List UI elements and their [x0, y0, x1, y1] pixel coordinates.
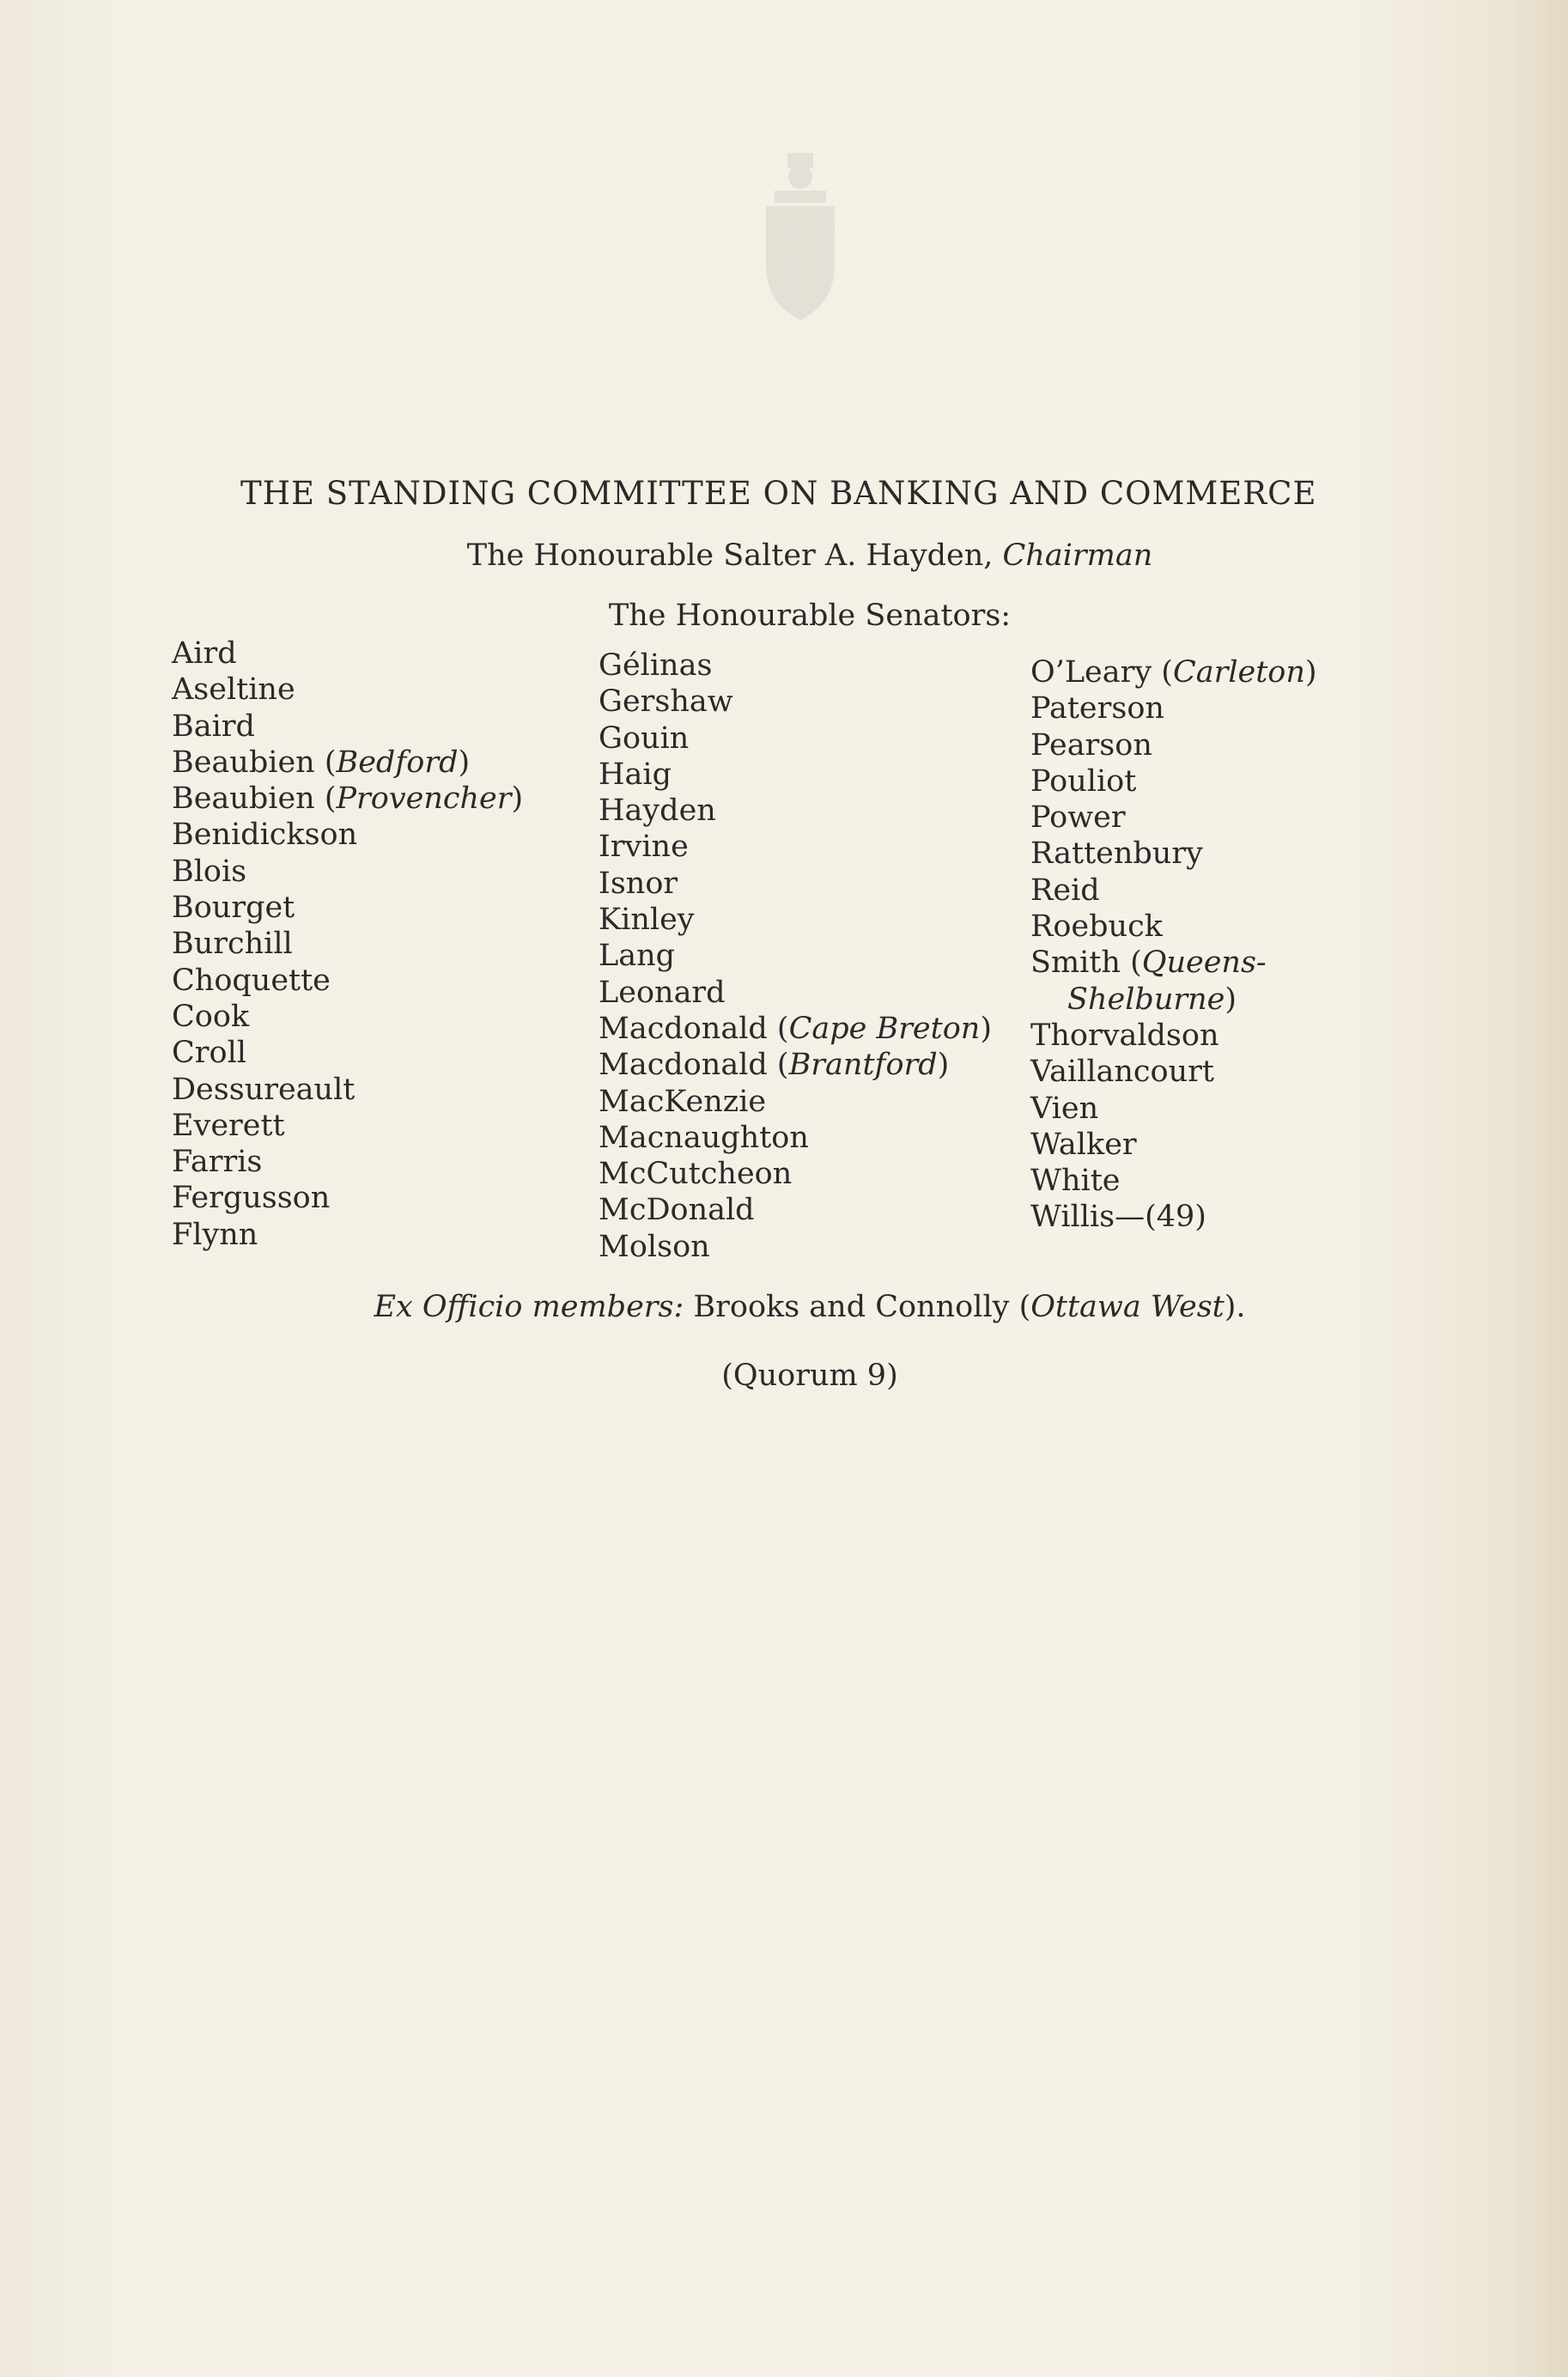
senator-name: McDonald: [599, 1193, 755, 1228]
senator-entry: Beaubien (Bedford): [172, 745, 471, 780]
senator-entry: [1030, 1054, 1317, 1090]
senator-name: Bourget: [172, 891, 295, 926]
senator-entry: [172, 817, 523, 853]
senator-entry: Macdonald (Brantford): [599, 1048, 950, 1083]
senator-entry: [172, 1180, 523, 1216]
ex-officio-line: [0, 1290, 1568, 1324]
senator-entry: [599, 793, 992, 829]
senator-name: Walker: [1030, 1127, 1137, 1162]
senator-entry: [599, 684, 992, 720]
senator-entry: [1030, 909, 1317, 945]
senator-name: Roebuck: [1030, 909, 1163, 945]
senator-qualifier: Provencher: [336, 781, 512, 817]
quorum-note: (Quorum 9): [721, 1359, 898, 1393]
senator-name: O’Leary: [1030, 655, 1152, 690]
senator-qualifier: Brantford: [788, 1048, 938, 1083]
senator-entry: Shelburne): [1067, 982, 1237, 1017]
chairman-role: Chairman: [1002, 538, 1153, 573]
senator-entry: Beaubien (Provencher): [172, 781, 524, 817]
senator-name: Lang: [599, 939, 676, 974]
senator-entry: [172, 999, 523, 1035]
senator-name: White: [1030, 1164, 1121, 1199]
senator-entry: [172, 672, 523, 708]
senator-name: Macdonald: [599, 1011, 768, 1046]
ex-officio-qualifier: Ottawa West: [1030, 1290, 1225, 1324]
senator-name: Aird: [172, 636, 237, 671]
senator-entry: [172, 1035, 523, 1071]
senator-entry: [599, 1192, 992, 1228]
senator-name: Gershaw: [599, 684, 733, 720]
senator-entry: [172, 963, 523, 999]
senator-name: Rattenbury: [1030, 836, 1203, 872]
senator-entry: [599, 1120, 992, 1156]
senator-name: Gouin: [599, 720, 690, 756]
senator-name: Vaillancourt: [1030, 1055, 1214, 1090]
senator-entry: [1030, 1163, 1317, 1199]
senator-entry: [599, 938, 992, 974]
senator-name: Isnor: [599, 866, 678, 901]
senator-name: Smith: [1030, 945, 1121, 981]
ex-officio-names: Brooks and Connolly: [693, 1290, 1010, 1324]
senator-qualifier: Shelburne: [1067, 982, 1225, 1017]
senator-name: Pearson: [1030, 727, 1152, 763]
senator-entry: [599, 902, 992, 938]
senator-name: Molson: [599, 1229, 710, 1264]
senator-entry: [599, 975, 992, 1011]
senator-name: Paterson: [1030, 691, 1164, 726]
chairman-line: [0, 538, 1568, 573]
senator-qualifier: Cape Breton: [788, 1011, 981, 1046]
senator-name: Croll: [172, 1036, 246, 1071]
senator-entry: [599, 829, 992, 865]
senator-qualifier: Queens-: [1141, 945, 1267, 981]
senator-name: Flynn: [172, 1217, 258, 1252]
senator-entry: [599, 720, 992, 757]
senator-name: Baird: [172, 708, 255, 744]
ex-officio-qualifier-wrap: (Ottawa West).: [1018, 1290, 1246, 1324]
senator-name: Kinley: [599, 903, 695, 938]
senator-entry: [1030, 1018, 1317, 1054]
senator-name: McCutcheon: [599, 1157, 793, 1192]
senator-entry: [172, 1108, 523, 1144]
senator-entry: [172, 1144, 523, 1180]
senator-name: Fergusson: [172, 1181, 331, 1216]
senator-name: Reid: [1030, 872, 1100, 908]
senators-heading: The Honourable Senators:: [608, 599, 1012, 633]
senator-entry: [599, 647, 992, 684]
senator-name: Hayden: [599, 793, 716, 829]
senator-qualifier: Carleton: [1172, 655, 1305, 690]
senator-entry: [1030, 690, 1317, 726]
senator-entry: [599, 1156, 992, 1192]
senator-entry: [172, 890, 523, 926]
senator-entry: [1030, 727, 1317, 763]
senator-name: Benidickson: [172, 818, 358, 853]
senator-entry: [1030, 872, 1317, 909]
senator-name: Willis—(49): [1030, 1200, 1206, 1235]
senator-name: Farris: [172, 1145, 263, 1180]
senator-name: Leonard: [599, 975, 726, 1010]
senator-name: Pouliot: [1030, 763, 1137, 799]
senator-entry: [599, 757, 992, 793]
senator-name: Macdonald: [599, 1048, 768, 1083]
senator-entry: [172, 1072, 523, 1108]
senator-name: Vien: [1030, 1091, 1099, 1126]
ex-officio-label: Ex Officio members:: [374, 1290, 684, 1324]
senator-name: Irvine: [599, 830, 689, 865]
senator-entry: [1030, 1127, 1317, 1163]
senator-name: Dessureault: [172, 1072, 356, 1107]
senator-entry: [172, 1217, 523, 1253]
senator-name: Everett: [172, 1108, 285, 1143]
senator-entry: [172, 854, 523, 890]
senator-name: Cook: [172, 999, 250, 1034]
coat-of-arms-icon: [757, 153, 843, 325]
senator-entry: [172, 926, 523, 962]
senator-name: Choquette: [172, 963, 331, 998]
senator-entry: [1030, 836, 1317, 872]
senator-entry: [599, 1084, 992, 1120]
senator-name: Beaubien: [172, 745, 315, 780]
committee-heading: THE STANDING COMMITTEE ON BANKING AND COMMERCE: [240, 475, 1317, 512]
senator-entry: [1030, 763, 1317, 799]
senator-name: Burchill: [172, 927, 293, 962]
chairman-name: The Honourable Salter A. Hayden,: [466, 538, 994, 573]
senator-list-column-2: [599, 647, 992, 1265]
senator-name: Haig: [599, 757, 672, 792]
senator-entry: Macdonald (Cape Breton): [599, 1011, 992, 1046]
senator-entry: [599, 866, 992, 902]
senator-name: Beaubien: [172, 781, 315, 817]
senator-entry: [1030, 1199, 1317, 1235]
senator-entry: [172, 635, 523, 672]
senator-list-column-3: [1030, 654, 1317, 1236]
senator-name: Aseltine: [172, 672, 295, 708]
senator-entry: [1030, 1091, 1317, 1127]
senator-name: MacKenzie: [599, 1084, 767, 1119]
senator-name: Thorvaldson: [1030, 1018, 1219, 1053]
senator-qualifier: Bedford: [336, 745, 459, 780]
senator-name: Power: [1030, 800, 1126, 836]
senator-entry: [1030, 799, 1317, 836]
senator-list-column-1: [172, 635, 523, 1253]
senator-entry: Smith (Queens-: [1030, 945, 1267, 981]
senator-entry: [172, 708, 523, 745]
senator-name: Gélinas: [599, 648, 713, 683]
senator-entry: [599, 1229, 992, 1265]
senator-entry: O’Leary (Carleton): [1030, 655, 1317, 690]
senator-name: Macnaughton: [599, 1120, 809, 1155]
senator-name: Blois: [172, 854, 247, 889]
